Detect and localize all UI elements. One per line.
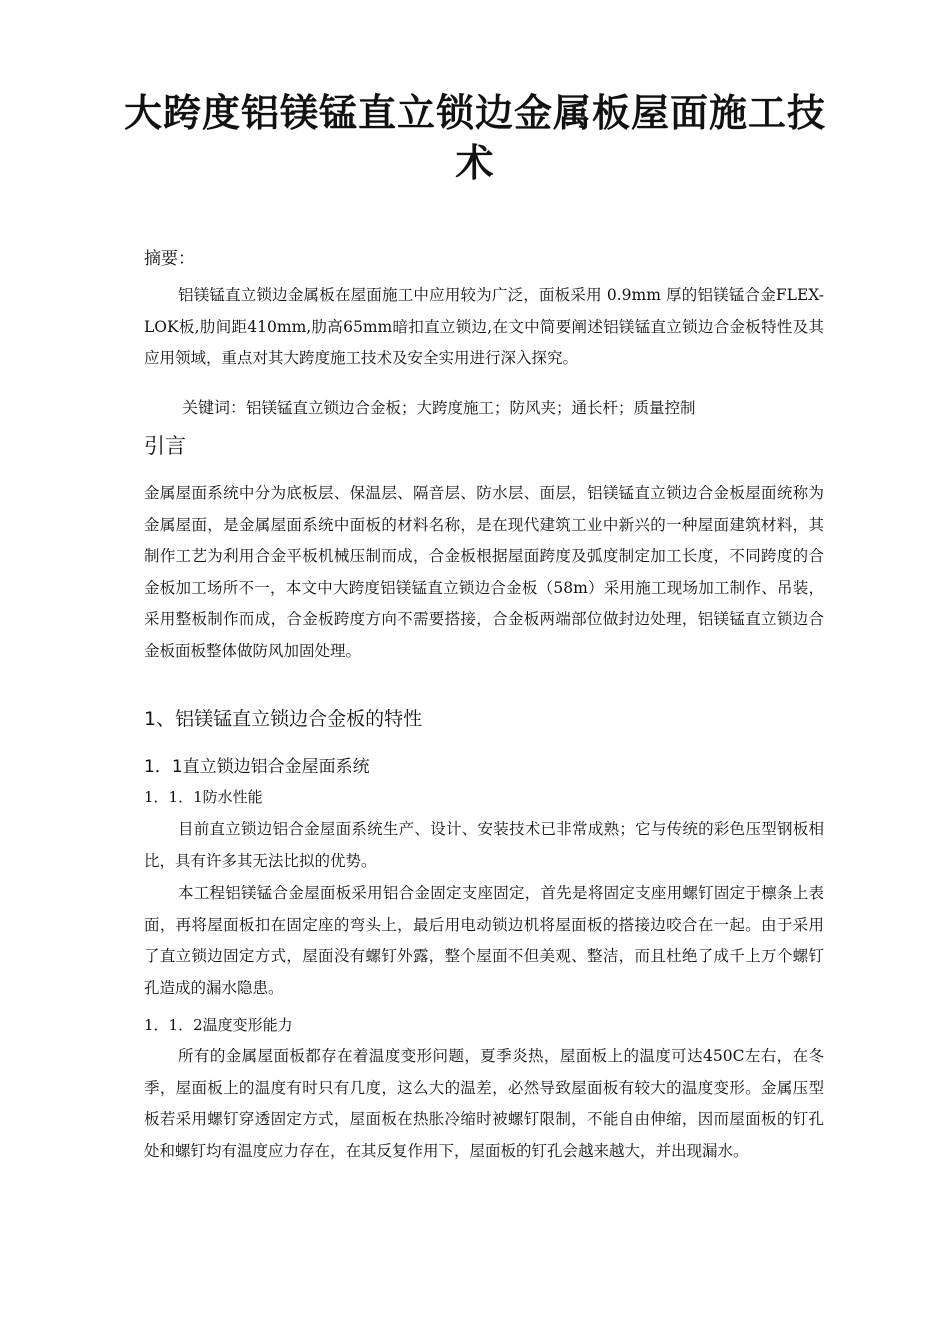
section-1-heading: 1、铝镁锰直立锁边合金板的特性: [144, 708, 423, 730]
intro-paragraph: 金属屋面系统中分为底板层、保温层、隔音层、防水层、面层，铝镁锰直立锁边合金板屋面统称为金属屋面，是金属屋面系统中面板的材料名称，是在现代建筑工业中新兴的一种屋面建筑材料，其制作工艺为利用合金平板机械压制而成，合金板根据屋面跨度及弧度制定加工长度，不同跨度的合金板加工场所不一，本文中大跨度铝镁锰直立锁边合金板（58m）采用施工现场加工制作、吊装，采用整板制作而成，合金板跨度方向不需要搭接，合金板两端部位做封边处理，铝镁锰直立锁边合金板面板整体做防风加固处理。: [144, 484, 824, 660]
paragraph-waterproof-2: 本工程铝镁锰合金屋面板采用铝合金固定支座固定，首先是将固定支座用螺钉固定于檩条上表面，再将屋面板扣在固定座的弯头上，最后用电动锁边机将屋面板的搭接边咬合在一起。由于采用了直立锁边固定方式，屋面没有螺钉外露，整个屋面不但美观、整洁，而且杜绝了成千上万个螺钉孔造成的漏水隐患。: [144, 884, 824, 997]
section-1-1-2-heading: 1．1．2温度变形能力: [144, 1016, 293, 1034]
abstract-label: 摘要：: [144, 249, 195, 269]
section-1-1-1-heading: 1．1．1防水性能: [144, 788, 263, 806]
abstract-paragraph: 铝镁锰直立锁边金属板在屋面施工中应用较为广泛，面板采用 0.9mm 厚的铝镁锰合金FLEX-LOK板,肋间距410mm,肋高65mm暗扣直立锁边,在文中简要阐述铝镁锰直立锁边合金板特性及其应用领域，重点对其大跨度施工技术及安全实用进行深入探究。: [144, 286, 824, 367]
paragraph-waterproof-1: 目前直立锁边铝合金屋面系统生产、设计、安装技术已非常成熟；它与传统的彩色压型钢板相比，具有许多其无法比拟的优势。: [144, 820, 824, 870]
keywords-text: 铝镁锰直立锁边合金板；大跨度施工；防风夹；通长杆；质量控制: [246, 399, 696, 417]
keywords-line: [182, 395, 696, 418]
section-1-1-heading: 1．1直立锁边铝合金屋面系统: [144, 757, 370, 777]
paragraph-thermal: 所有的金属屋面板都存在着温度变形问题，夏季炎热，屋面板上的温度可达450C左右，在冬季，屋面板上的温度有时只有几度，这么大的温差，必然导致屋面板有较大的温度变形。金属压型板若采用螺钉穿透固定方式，屋面板在热胀冷缩时被螺钉限制，不能自由伸缩，因而屋面板的钉孔处和螺钉均有温度应力存在，在其反复作用下，屋面板的钉孔会越来越大，并出现漏水。: [144, 1047, 824, 1160]
keywords-label: 关键词：: [182, 398, 247, 417]
intro-heading: 引言: [144, 434, 186, 458]
document-title: 大跨度铝镁锰直立锁边金属板屋面施工技术: [123, 91, 826, 185]
